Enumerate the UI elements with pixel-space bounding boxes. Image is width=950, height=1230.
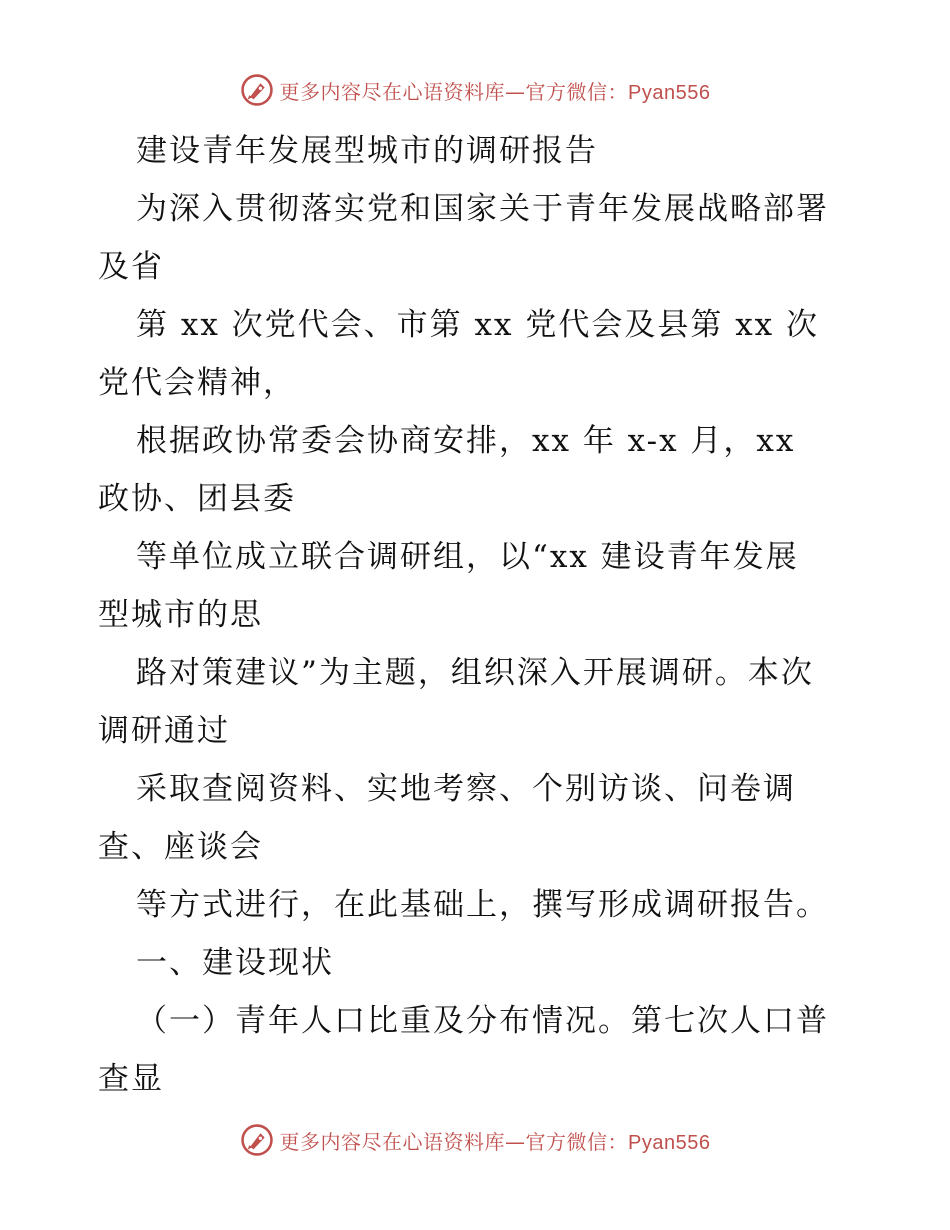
header-watermark-banner: [0, 70, 950, 110]
paragraph-line: 路对策建议”为主题，组织深入开展调研。本次: [136, 655, 814, 691]
paragraph-line: （一）青年人口比重及分布情况。第七次人口普: [136, 1003, 829, 1039]
paragraph-line: 党代会精神，: [98, 365, 296, 401]
paragraph-line: 第 xx 次党代会、市第 xx 党代会及县第 xx 次: [136, 307, 820, 343]
banner-text: [280, 76, 711, 105]
paragraph-line: 及省: [98, 249, 164, 285]
banner-text: [280, 1126, 711, 1155]
document-body: [98, 122, 858, 1108]
paragraph-line: 型城市的思: [98, 597, 263, 633]
banner-prefix: 更多内容尽在心语资料库: [279, 79, 506, 104]
paragraph-line: 建设青年发展型城市的调研报告: [136, 133, 598, 169]
banner-wechat-label: 官方微信：: [525, 79, 629, 104]
paragraph-line: 根据政协常委会协商安排，xx 年 x-x 月，xx: [136, 423, 796, 459]
paragraph-line: 政协、团县委: [98, 481, 296, 517]
paragraph-line: 等单位成立联合调研组，以“xx 建设青年发展: [136, 539, 799, 575]
paragraph-line: 等方式进行，在此基础上，撰写形成调研报告。: [136, 887, 829, 923]
paragraph-line: 查显: [98, 1061, 164, 1097]
pen-nib-logo-icon: [240, 73, 274, 107]
banner-prefix: 更多内容尽在心语资料库: [279, 1129, 506, 1154]
banner-wechat-label: 官方微信：: [525, 1129, 629, 1154]
paragraph-line: 一、建设现状: [136, 945, 334, 981]
paragraph-line: 采取查阅资料、实地考察、个别访谈、问卷调: [136, 771, 796, 807]
paragraph-line: 调研通过: [98, 713, 230, 749]
banner-handle: Pyan556: [628, 1131, 711, 1154]
paragraph-line: 为深入贯彻落实党和国家关于青年发展战略部署: [136, 191, 829, 227]
banner-dash: —: [505, 1129, 526, 1154]
paragraph-line: 查、座谈会: [98, 829, 263, 865]
footer-watermark-banner: [0, 1120, 950, 1160]
banner-handle: Pyan556: [628, 81, 711, 104]
banner-dash: —: [505, 79, 526, 104]
pen-nib-logo-icon: [240, 1123, 274, 1157]
